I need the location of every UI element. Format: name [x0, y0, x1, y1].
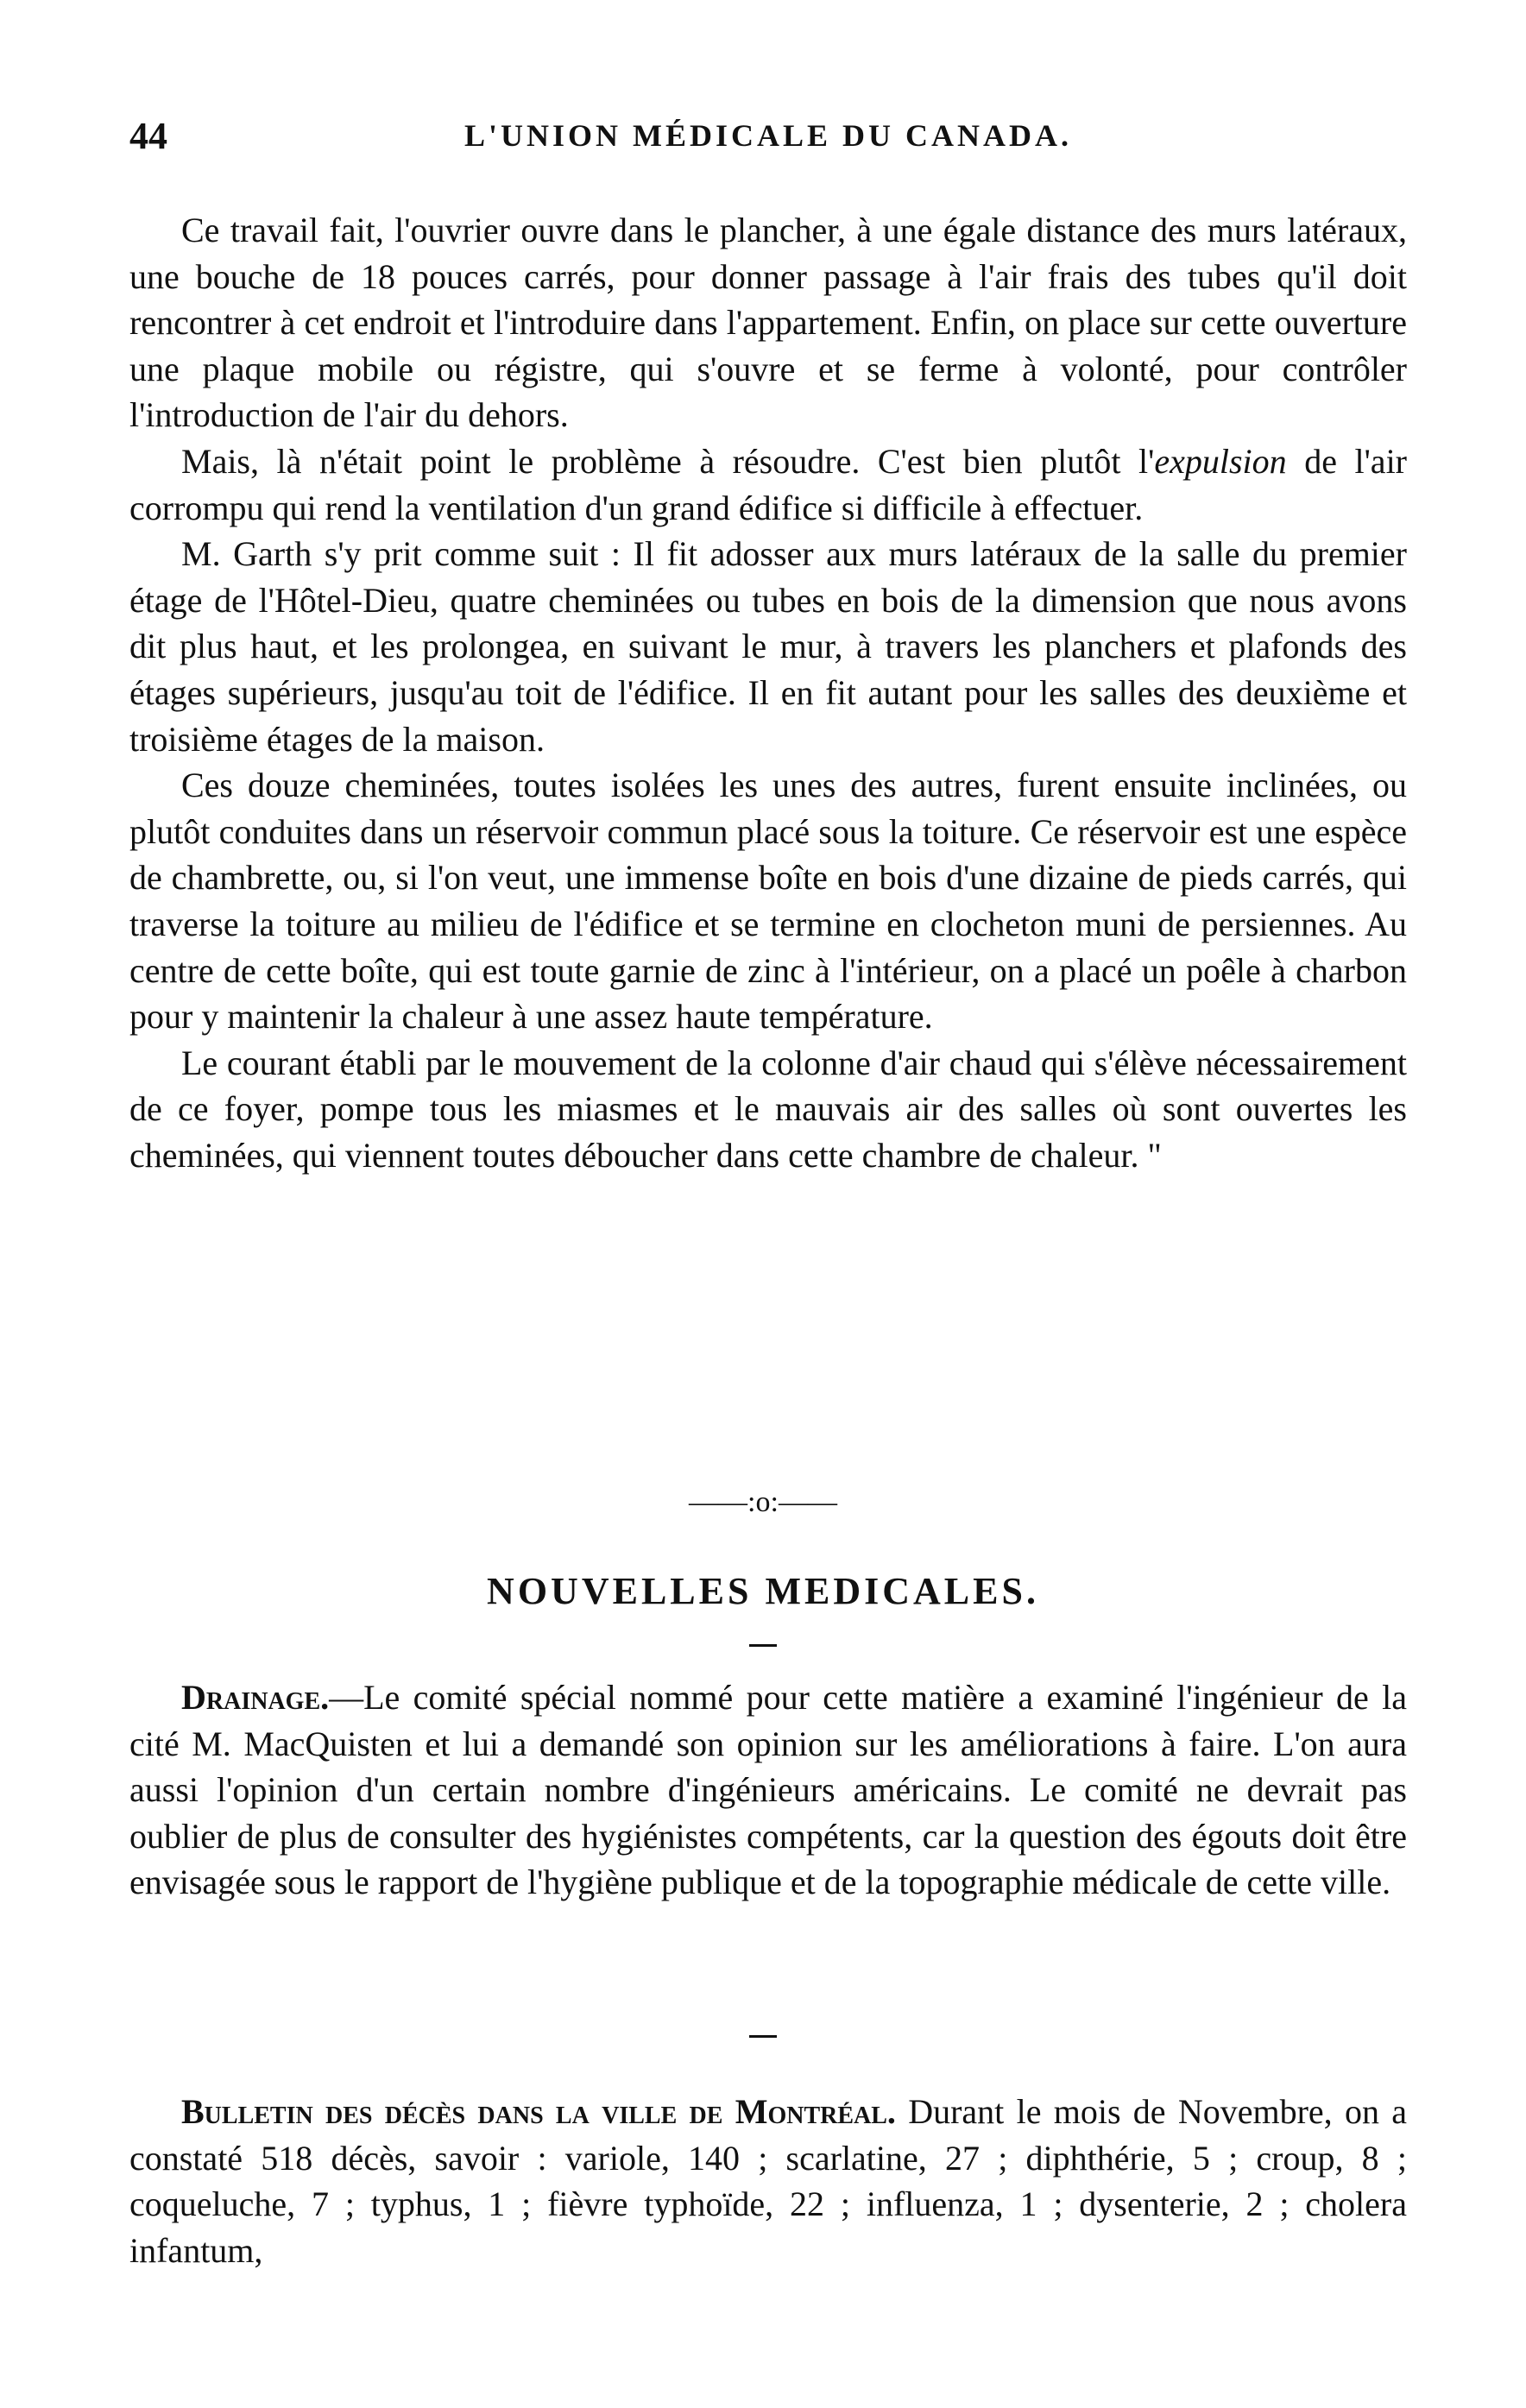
running-title: L'UNION MÉDICALE DU CANADA. [463, 118, 1073, 153]
bulletin-paragraph: Bulletin des décès dans la ville de Montréal. Durant le mois de Novembre, on a constaté 518 décès, savoir : variole, 140 ; scarlatine, 27 ; diphthérie, 5 ; croup, 8 ; coqueluche, 7 ; typhus, 1 ; fièvre typhoïde, 22 ; influenza, 1 ; dysenterie, 2 ; cholera infantum, [129, 2092, 1407, 2270]
drainage-lead: Drainage. [181, 1678, 330, 1717]
page-number: 44 [129, 115, 167, 157]
paragraph-3: M. Garth s'y prit comme suit : Il fit adosser aux murs latéraux de la salle du premier étage de l'Hôtel-Dieu, quatre cheminées ou tubes en bois de la dimension que nous avons dit plus haut, et les prolongea, en suivant le mur, à travers les planchers et plafonds des étages supérieurs, jusqu'au toit de l'édifice. Il en fit autant pour les salles des deuxième et troisième étages de la maison. [129, 534, 1407, 759]
bulletin-item [129, 2089, 1407, 2273]
title-rule [749, 1644, 777, 1647]
paragraph-5: Le courant établi par le mouvement de la colonne d'air chaud qui s'élève nécessairement de ce foyer, pompe tous les miasmes et le mauvais air des salles où sont ouvertes les cheminées, qui viennent toutes déboucher dans cette chambre de chaleur. " [129, 1043, 1407, 1175]
paragraph-2: Mais, là n'était point le problème à résoudre. C'est bien plutôt l'expulsion de l'air corrompu qui rend la ventilation d'un grand édifice si difficile à effectuer. [129, 441, 1407, 527]
drainage-paragraph: Drainage.—Le comité spécial nommé pour cette matière a examiné l'ingénieur de la cité M. MacQuisten et lui a demandé son opinion sur les améliorations à faire. L'on aura aussi l'opinion d'un certain nombre d'ingénieurs américains. Le comité ne devrait pas oublier de plus de consulter des hygiénistes compétents, car la question des égouts doit être envisagée sous le rapport de l'hygiène publique et de la topographie médicale de cette ville. [129, 1678, 1407, 1902]
drainage-item [129, 1674, 1407, 1906]
section-ornament: ——:o:—— [689, 1486, 837, 1518]
item-rule [749, 2035, 777, 2038]
page-header [129, 114, 1407, 166]
bulletin-lead: Bulletin des décès dans la ville de Montréal. [181, 2092, 896, 2131]
paragraph-1: Ce travail fait, l'ouvrier ouvre dans le plancher, à une égale distance des murs latéraux, une bouche de 18 pouces carrés, pour donner passage à l'air frais des tubes qu'il doit rencontrer à cet endroit et l'introduire dans l'appartement. Enfin, on place sur cette ouverture une plaque mobile ou régistre, qui s'ouvre et se ferme à volonté, pour contrôler l'introduction de l'air du dehors. [129, 211, 1407, 435]
article-body [129, 207, 1407, 1178]
paragraph-4: Ces douze cheminées, toutes isolées les unes des autres, furent ensuite inclinées, ou plutôt conduites dans un réservoir commun placé sous la toiture. Ce réservoir est une espèce de chambrette, ou, si l'on veut, une immense boîte en bois d'une dizaine de pieds carrés, qui traverse la toiture au milieu de l'édifice et se termine en clocheton muni de persiennes. Au centre de cette boîte, qui est toute garnie de zinc à l'intérieur, on a placé un poêle à charbon pour y maintenir la chaleur à une assez haute température. [129, 766, 1407, 1037]
section-title: NOUVELLES MEDICALES. [487, 1570, 1039, 1612]
emphasis-expulsion: expulsion [1154, 441, 1287, 481]
